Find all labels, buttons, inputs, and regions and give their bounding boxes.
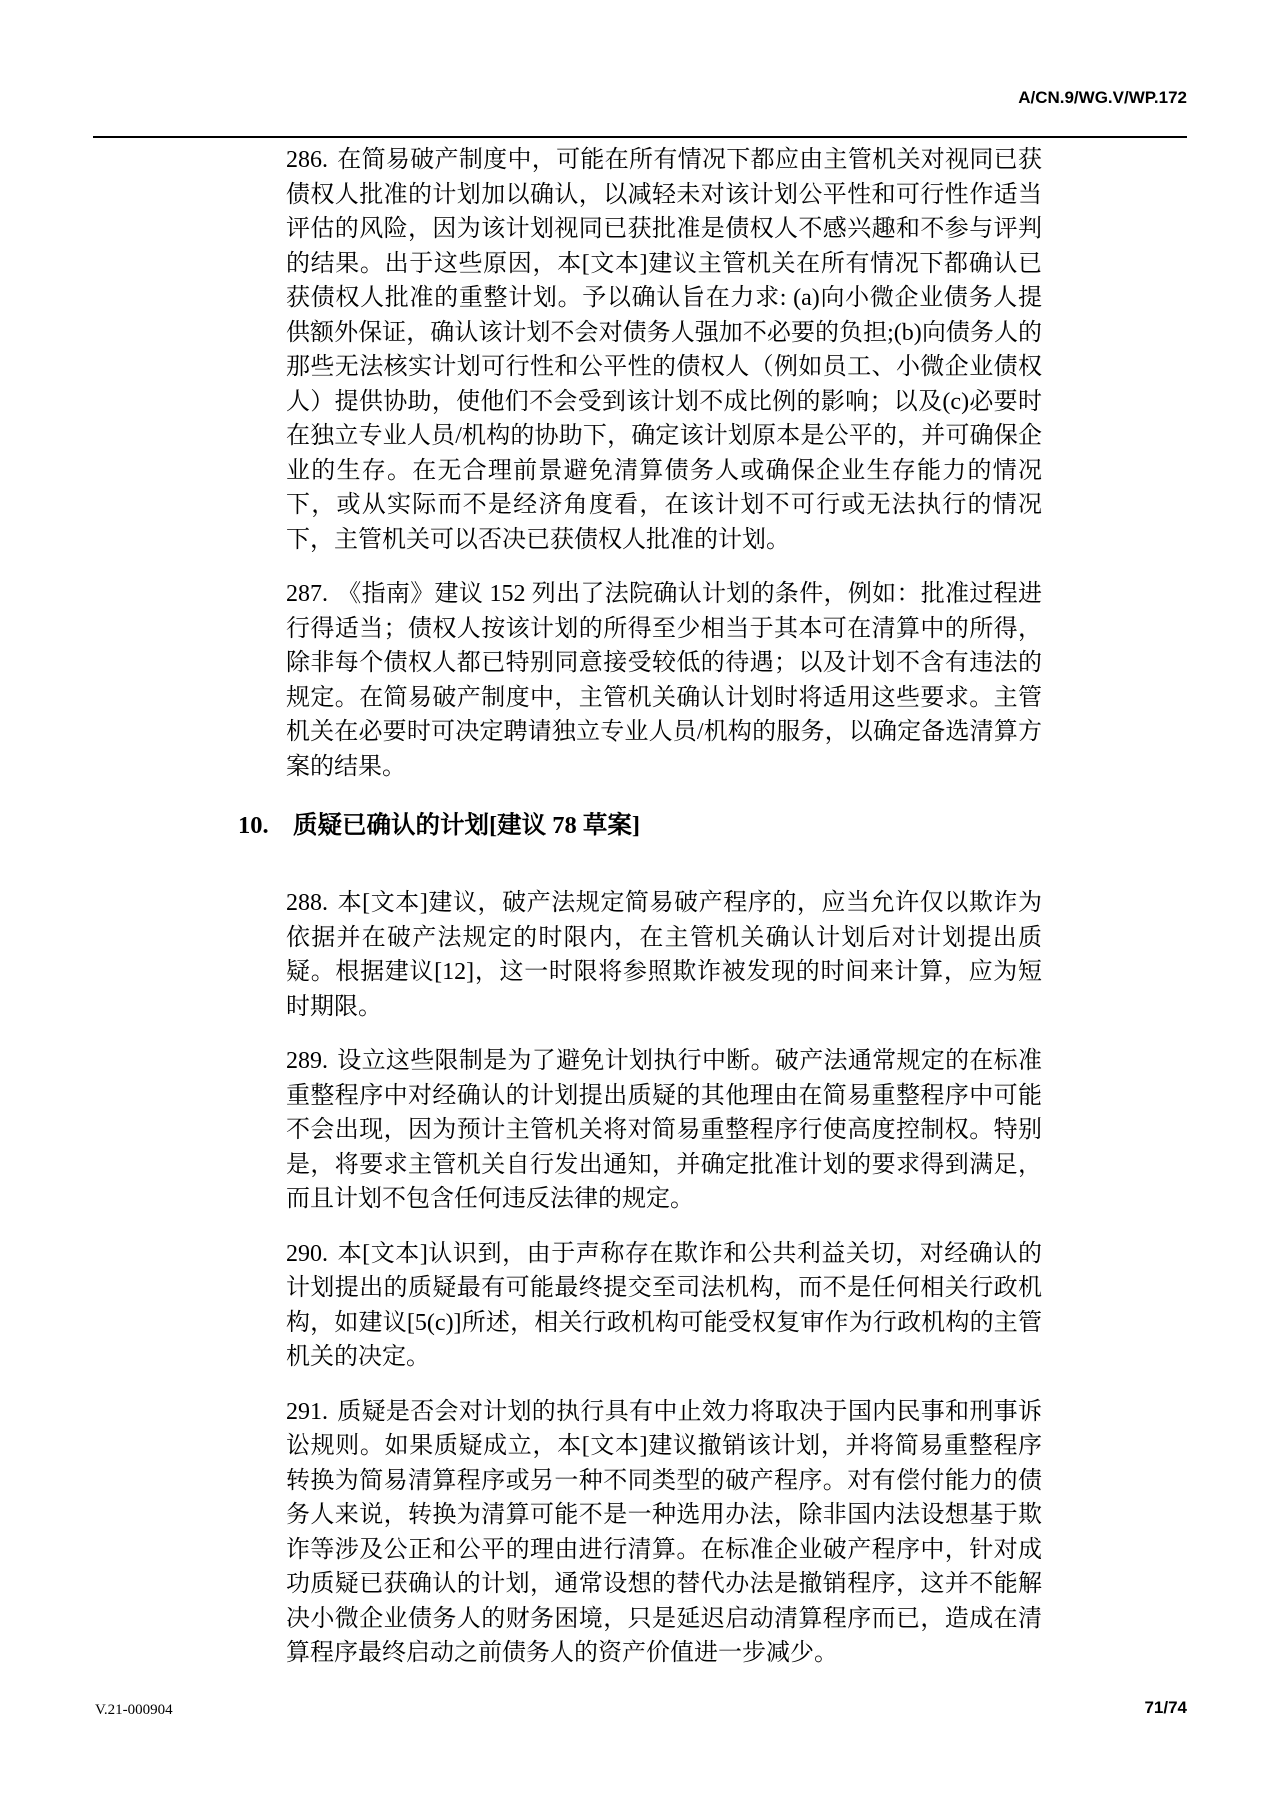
paragraph-288 [286,886,1042,1024]
paragraph-number: 288. [286,890,328,916]
paragraph-number: 286. [286,147,328,173]
paragraph-number: 291. [286,1398,328,1425]
paragraph-text: 在简易破产制度中，可能在所有情况下都应由主管机关对视同已获债权人批准的计划加以确认，以减轻未对该计划公平性和可行性作适当评估的风险，因为该计划视同已获批准是债权人不感兴趣和不参与评判的结果。出于这些原因，本[文本]建议主管机关在所有情况下都确认已获债权人批准的重整计划。予以确认旨在力求: (a)向小微企业债务人提供额外保证，确认该计划不会对债务人强加不必要的负担;(b)向债务人的那些无法核实计划可行性和公平性的债权人（例如员工、小微企业债权人）提供协助，使他们不会受到该计划不成比例的影响；以及(c)必要时在独立专业人员/机构的协助下，确定该计划原本是公平的，并可确保企业的生存。在无合理前景避免清算债务人或确保企业生存能力的情况下，或从实际而不是经济角度看，在该计划不可行或无法执行的情况下，主管机关可以否决已获债权人批准的计划。 [286,147,1042,553]
paragraph-text: 《指南》建议 152 列出了法院确认计划的条件，例如：批准过程进行得适当；债权人按该计划的所得至少相当于其本可在清算中的所得，除非每个债权人都已特别同意接受较低的待遇；以及计划不含有违法的规定。在简易破产制度中，主管机关确认计划时将适用这些要求。主管机关在必要时可决定聘请独立专业人员/机构的服务，以确定备选清算方案的结果。 [286,581,1042,780]
paragraph-number: 289. [286,1048,328,1074]
paragraph-291 [286,1395,1042,1671]
section-title: 质疑已确认的计划[建议 78 草案] [293,812,641,839]
footer-page-number: 71/74 [1144,1698,1187,1717]
paragraph-290 [286,1237,1042,1375]
document-symbol: A/CN.9/WG.V/WP.172 [1018,88,1187,107]
section-heading [238,808,1042,844]
header-rule [93,136,1187,138]
paragraph-287 [286,577,1042,784]
paragraph-289 [286,1044,1042,1217]
paragraph-text: 本[文本]认识到，由于声称存在欺诈和公共利益关切，对经确认的计划提出的质疑最有可能最终提交至司法机构，而不是任何相关行政机构，如建议[5(c)]所述，相关行政机构可能受权复审作为行政机构的主管机关的决定。 [286,1240,1042,1370]
paragraph-number: 290. [286,1240,328,1267]
section-number: 10. [238,812,269,839]
document-body [238,143,1042,1691]
footer-document-number: V.21-000904 [95,1702,173,1718]
paragraph-number: 287. [286,581,328,607]
paragraph-text: 设立这些限制是为了避免计划执行中断。破产法通常规定的在标准重整程序中对经确认的计划提出质疑的其他理由在简易重整程序中可能不会出现，因为预计主管机关将对简易重整程序行使高度控制权。特别是，将要求主管机关自行发出通知，并确定批准计划的要求得到满足，而且计划不包含任何违反法律的规定。 [286,1048,1042,1212]
paragraph-text: 质疑是否会对计划的执行具有中止效力将取决于国内民事和刑事诉讼规则。如果质疑成立，本[文本]建议撤销该计划，并将简易重整程序转换为简易清算程序或另一种不同类型的破产程序。对有偿付能力的债务人来说，转换为清算可能不是一种选用办法，除非国内法设想基于欺诈等涉及公正和公平的理由进行清算。在标准企业破产程序中，针对成功质疑已获确认的计划，通常设想的替代办法是撤销程序，这并不能解决小微企业债务人的财务困境，只是延迟启动清算程序而已，造成在清算程序最终启动之前债务人的资产价值进一步减少。 [286,1398,1042,1666]
paragraph-text: 本[文本]建议，破产法规定简易破产程序的，应当允许仅以欺诈为依据并在破产法规定的时限内，在主管机关确认计划后对计划提出质疑。根据建议[12]，这一时限将参照欺诈被发现的时间来计算，应为短时期限。 [286,890,1042,1020]
paragraph-286 [286,143,1042,557]
